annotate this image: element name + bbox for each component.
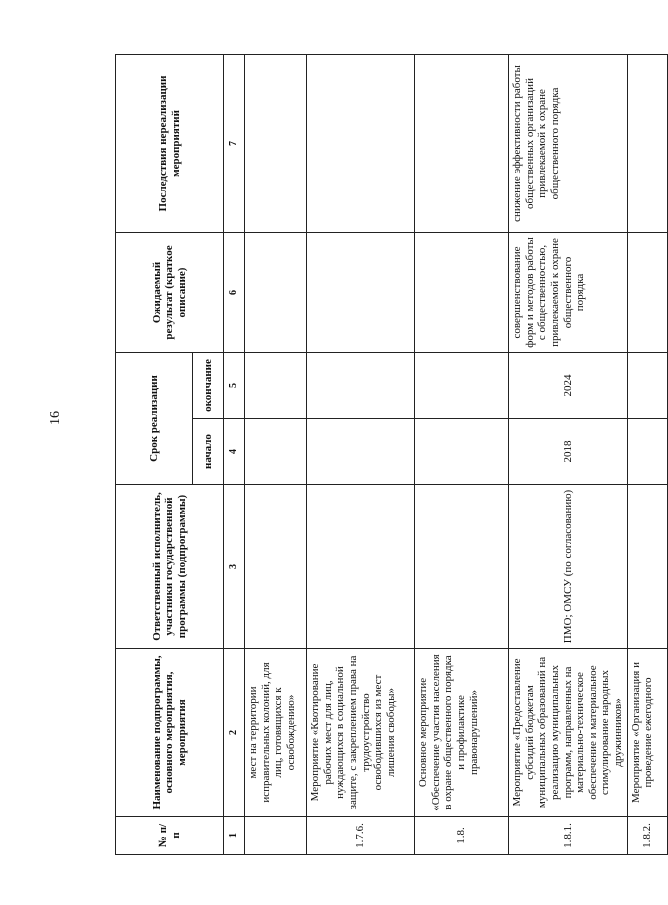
table-row <box>245 54 307 854</box>
col-number: 6 <box>224 232 245 352</box>
row-end <box>415 352 509 418</box>
row-name: Мероприятие «Квотирование рабочих мест для лиц, нуждающихся в социальной защите, с закреплением права на трудоустройство освободившихся из мест лишения свободы» <box>307 649 415 817</box>
row-consequences <box>307 54 415 232</box>
header-name: Наименование подпрограммы, основного мероприятия, мероприятия <box>116 649 224 817</box>
table-row <box>509 54 628 854</box>
row-executor <box>307 485 415 649</box>
row-executor <box>415 485 509 649</box>
row-start: 2018 <box>509 419 628 485</box>
row-num <box>245 817 307 855</box>
row-start <box>627 419 667 485</box>
table-row <box>307 54 415 854</box>
row-start <box>245 419 307 485</box>
header-term: Срок реализации <box>116 352 193 484</box>
row-executor: ПМО; ОМСУ (по согласованию) <box>509 485 628 649</box>
row-end <box>245 352 307 418</box>
row-result <box>415 232 509 352</box>
rotated-table-container <box>115 55 655 855</box>
row-name: Мероприятие «Организация и проведение ежегодного <box>627 649 667 817</box>
header-executor: Ответственный исполнитель, участники государственной программы (подпрограммы) <box>116 485 224 649</box>
row-num: 1.8.2. <box>627 817 667 855</box>
row-executor <box>245 485 307 649</box>
row-end <box>307 352 415 418</box>
row-num: 1.8.1. <box>509 817 628 855</box>
row-start <box>415 419 509 485</box>
row-num: 1.8. <box>415 817 509 855</box>
header-row <box>116 54 193 854</box>
row-num: 1.7.6. <box>307 817 415 855</box>
row-result <box>245 232 307 352</box>
header-result: Ожидаемый результат (краткое описание) <box>116 232 224 352</box>
row-start <box>307 419 415 485</box>
row-end: 2024 <box>509 352 628 418</box>
row-consequences <box>415 54 509 232</box>
header-num: № п/п <box>116 817 224 855</box>
col-number: 3 <box>224 485 245 649</box>
page-number: 16 <box>48 411 63 425</box>
col-number: 2 <box>224 649 245 817</box>
table-row <box>627 54 667 854</box>
row-consequences <box>627 54 667 232</box>
row-result: совершенствование форм и методов работы с общественностью, привлекаемой к охране общественного порядка <box>509 232 628 352</box>
column-number-row <box>224 54 245 854</box>
row-result <box>307 232 415 352</box>
col-number: 4 <box>224 419 245 485</box>
row-consequences <box>245 54 307 232</box>
row-name: мест на территории исправительных колоний, для лиц, готовящихся к освобождению» <box>245 649 307 817</box>
col-number: 5 <box>224 352 245 418</box>
header-start: начало <box>193 419 224 485</box>
col-number: 7 <box>224 54 245 232</box>
col-number: 1 <box>224 817 245 855</box>
measures-table <box>115 54 668 855</box>
row-end <box>627 352 667 418</box>
row-executor <box>627 485 667 649</box>
row-name: Мероприятие «Предоставление субсидий бюджетам муниципальных образований на реализацию муниципальных программ, направленных на материально-техническое обеспечение и материальное стимулирование народных дружинников» <box>509 649 628 817</box>
header-consequences: Последствия нереализации мероприятий <box>116 54 224 232</box>
row-name: Основное мероприятие «Обеспечение участия населения в охране общественного порядка и профилактике правонарушений» <box>415 649 509 817</box>
table-row <box>415 54 509 854</box>
row-consequences: снижение эффективности работы общественных организаций привлекаемой к охране общественного порядка <box>509 54 628 232</box>
row-result <box>627 232 667 352</box>
header-end: окончание <box>193 352 224 418</box>
